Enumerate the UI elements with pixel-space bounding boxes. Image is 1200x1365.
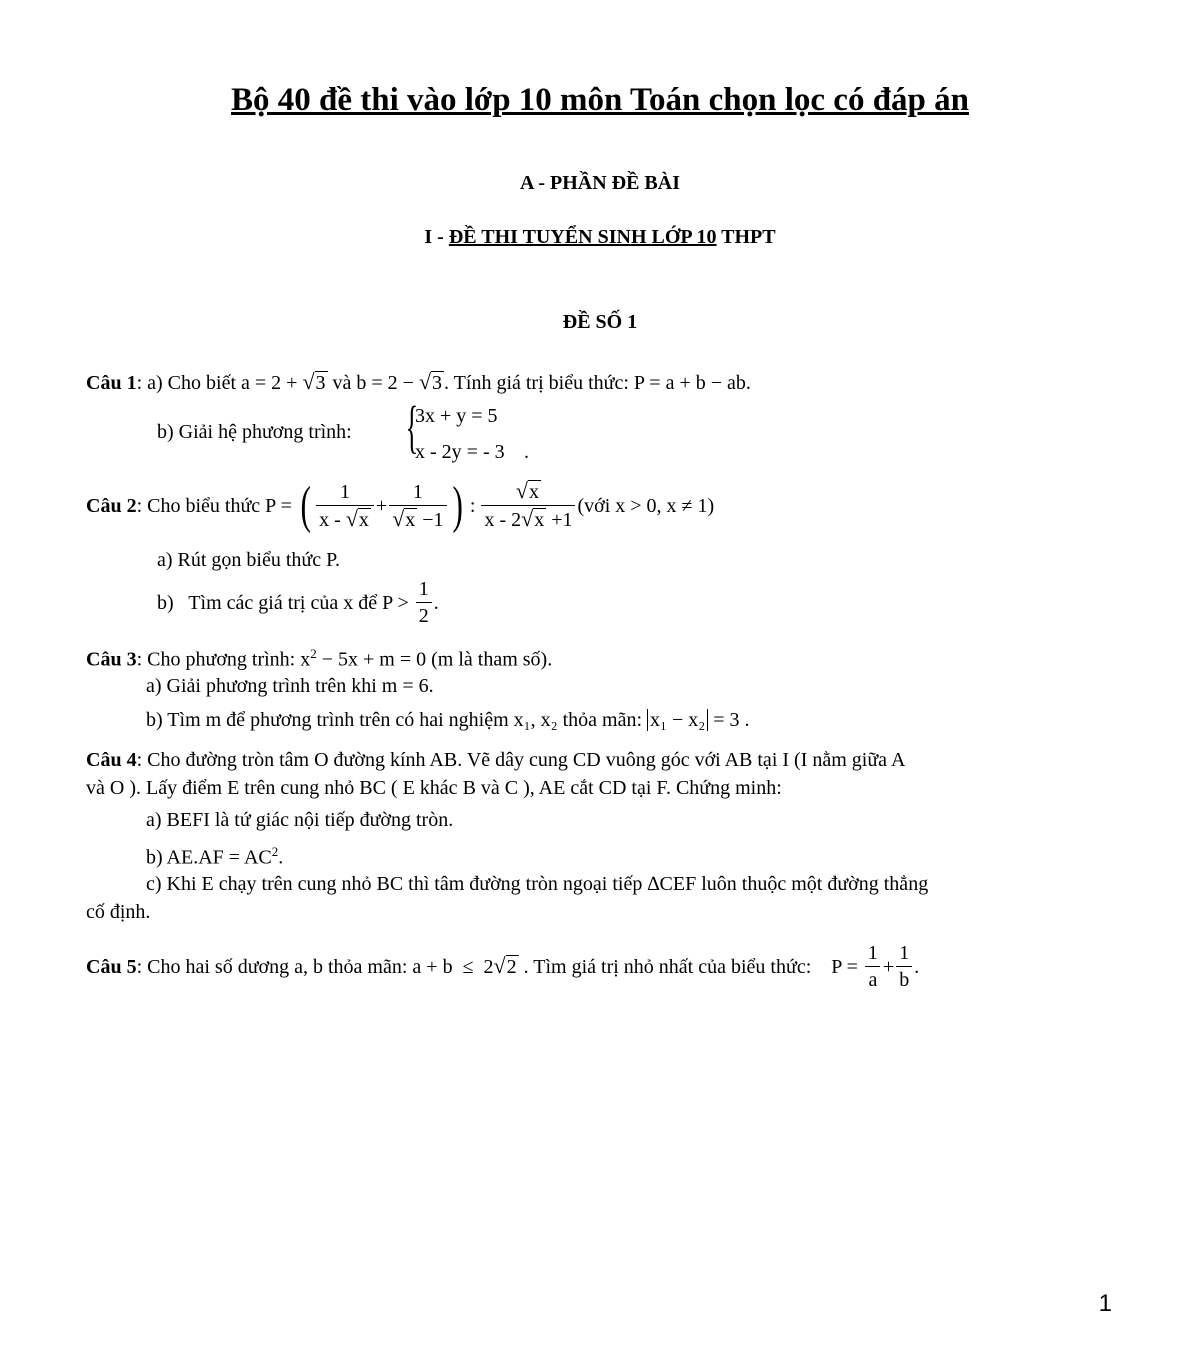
q1-eq2: x - 2y = - 3 (415, 441, 505, 463)
exam-heading: ĐỀ SỐ 1 (562, 311, 638, 333)
q4-b (146, 838, 283, 872)
q1-b-text: b) Giải hệ phương trình: (157, 421, 352, 443)
q2-frac3-den-sqrt: √x (521, 506, 545, 531)
section-i-heading (0, 226, 1200, 249)
q5-frac2 (896, 940, 912, 993)
q5-f1-den: a (865, 966, 880, 993)
q4-b-post: . (278, 846, 284, 869)
q2-colon: : (469, 494, 476, 517)
q5-f1-num: 1 (867, 942, 878, 964)
q2-line (86, 478, 714, 533)
q2-b-pre: b) Tìm các giá trị của x để P > (157, 591, 414, 614)
q1-line-b (157, 418, 352, 446)
q3-b-post: = 3 . (708, 709, 750, 731)
section-a-heading: A - PHẦN ĐỀ BÀI (519, 172, 680, 194)
q2-frac3-den-rad: x (534, 509, 545, 531)
q1-eq-period: . (524, 441, 529, 463)
page-number: 1 (1098, 1290, 1112, 1317)
q2-plus: + (375, 494, 388, 517)
q4-line2: và O ). Lấy điểm E trên cung nhỏ BC ( E khác B và C ), AE cắt CD tại F. Chứng minh: (86, 777, 782, 799)
q2-frac2-den (389, 505, 446, 533)
q2-frac1-sqrt: √x (345, 505, 369, 531)
q3-b-abs: x₁ − x₂ (647, 709, 708, 731)
q4-c-line2: cố định. (86, 901, 151, 923)
q5-label: Câu 5 (86, 955, 137, 978)
section-i-suffix: THPT (716, 226, 776, 248)
q2-frac1-den (316, 505, 374, 533)
q2-frac3-num-rad: x (529, 481, 539, 503)
document-title: Bộ 40 đề thi vào lớp 10 môn Toán chọn lọc có đáp án (230, 82, 970, 118)
q1-a-text1: : a) Cho biết a = 2 + (136, 372, 303, 394)
q3-line (86, 640, 552, 674)
section-i-prefix: I - (424, 226, 449, 248)
q5-sqrt: √2 (493, 953, 517, 978)
q5-f2-num: 1 (899, 942, 910, 964)
q5-text-post: . Tìm giá trị nhỏ nhất của biểu thức: P = (518, 955, 863, 978)
q2-frac3-num (513, 478, 544, 505)
q2-a: a) Rút gọn biểu thức P. (157, 549, 341, 571)
q2-label: Câu 2 (86, 494, 137, 517)
q2-condition: (với x > 0, x ≠ 1) (577, 494, 715, 517)
q5-rad: 2 (506, 956, 517, 978)
q1-a-text2: và b = 2 − (327, 372, 419, 394)
q2-frac3-num-sqrt: √x (515, 478, 539, 503)
q4-line1-text: : Cho đường tròn tâm O đường kính AB. Vẽ dây cung CD vuông góc với AB tại I (I nằm giữa A (136, 749, 906, 771)
q3-b (146, 706, 750, 734)
q1-sqrt2: √3 (418, 369, 443, 394)
q2-frac3-den-pre: x - 2 (484, 509, 522, 531)
q5-plus: + (882, 955, 895, 978)
q5-frac1 (865, 940, 881, 993)
q2-frac1-num: 1 (340, 480, 351, 503)
q2-frac2 (389, 479, 446, 533)
q2-frac2-rad: x (405, 508, 416, 531)
q2-frac2-num: 1 (412, 480, 423, 503)
q2-frac2-sqrt: √x (392, 505, 416, 531)
q2-frac1-den-pre: x - (319, 508, 346, 531)
q4-b-sup: 2 (271, 844, 279, 859)
q1-system-brace: { (405, 394, 419, 459)
q2-b (157, 576, 439, 629)
q5-period: . (914, 955, 920, 978)
q2-b-num: 1 (418, 578, 429, 600)
q2-frac3 (481, 478, 575, 533)
q1-label: Câu 1 (86, 372, 137, 394)
q1-sqrt1: √3 (302, 369, 326, 394)
q5-text-pre: : Cho hai số dương a, b thỏa mãn: a + b ≤ 2 (136, 955, 494, 978)
q2-b-den: 2 (416, 602, 432, 629)
q1-line-a (86, 368, 751, 397)
q4-c-line1: c) Khi E chạy trên cung nhỏ BC thì tâm đường tròn ngoại tiếp ∆CEF luôn thuộc một đường thẳng (146, 873, 929, 895)
q4-a: a) BEFI là tứ giác nội tiếp đường tròn. (146, 809, 454, 831)
q1-a-text3: . Tính giá trị biểu thức: P = a + b − ab. (444, 372, 751, 394)
q2-b-period: . (433, 591, 439, 614)
q4-label: Câu 4 (86, 749, 137, 771)
q2-frac3-den (481, 505, 575, 533)
q3-intro-sup: 2 (310, 646, 317, 661)
q3-a: a) Giải phương trình trên khi m = 6. (146, 675, 434, 697)
q2-frac1 (316, 479, 374, 533)
q3-label: Câu 3 (86, 648, 137, 671)
q5-f2-den: b (896, 966, 912, 993)
q2-open-paren: ( (300, 476, 311, 534)
q4-b-pre: b) AE.AF = AC (146, 846, 272, 869)
q2-close-paren: ) (452, 476, 463, 534)
q1-rad1: 3 (315, 372, 326, 394)
q3-b-pre: b) Tìm m để phương trình trên có hai nghiệm x₁, x₂ thỏa mãn: (146, 709, 648, 731)
q3-intro: : Cho phương trình: x (136, 648, 311, 671)
q5-line (86, 940, 919, 993)
q2-b-frac (416, 576, 432, 629)
section-i-underlined: ĐỀ THI TUYỂN SINH LỚP 10 (448, 226, 717, 248)
q1-rad2: 3 (432, 372, 443, 394)
q2-intro: : Cho biểu thức P = (136, 494, 297, 517)
q1-eq1: 3x + y = 5 (415, 405, 498, 427)
q2-frac2-den-post: −1 (417, 508, 444, 531)
q2-frac3-den-post: +1 (546, 509, 573, 531)
q4-line1 (86, 746, 905, 774)
q2-frac1-rad: x (358, 508, 369, 531)
q3-intro-post: − 5x + m = 0 (m là tham số). (316, 648, 553, 671)
